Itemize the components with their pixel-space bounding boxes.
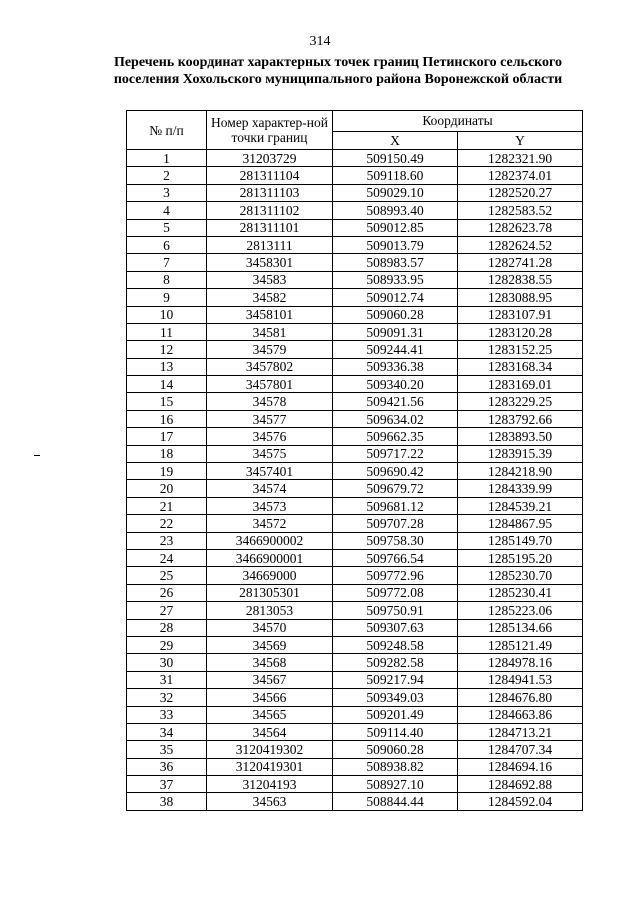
cell-x: 508993.40 [333, 202, 458, 219]
cell-y: 1282624.52 [458, 236, 583, 253]
cell-row-number: 37 [127, 776, 207, 793]
table-row [127, 602, 583, 619]
cell-row-number: 16 [127, 410, 207, 427]
cell-row-number: 6 [127, 236, 207, 253]
cell-y: 1284867.95 [458, 515, 583, 532]
cell-row-number: 18 [127, 445, 207, 462]
table-row [127, 306, 583, 323]
cell-point-number: 34578 [207, 393, 333, 410]
cell-y: 1282520.27 [458, 184, 583, 201]
cell-x: 509662.35 [333, 428, 458, 445]
cell-point-number: 3466900002 [207, 532, 333, 549]
table-row [127, 758, 583, 775]
table-row [127, 497, 583, 514]
header-row-number: № п/п [127, 111, 207, 150]
cell-y: 1285149.70 [458, 532, 583, 549]
cell-x: 509340.20 [333, 376, 458, 393]
cell-y: 1284663.86 [458, 706, 583, 723]
cell-y: 1282321.90 [458, 150, 583, 167]
cell-y: 1283168.34 [458, 358, 583, 375]
cell-row-number: 25 [127, 567, 207, 584]
cell-row-number: 5 [127, 219, 207, 236]
cell-point-number: 34566 [207, 689, 333, 706]
cell-y: 1284707.34 [458, 741, 583, 758]
cell-point-number: 2813053 [207, 602, 333, 619]
cell-row-number: 27 [127, 602, 207, 619]
cell-row-number: 3 [127, 184, 207, 201]
table-row [127, 671, 583, 688]
cell-row-number: 24 [127, 549, 207, 566]
cell-point-number: 34569 [207, 636, 333, 653]
cell-y: 1283915.39 [458, 445, 583, 462]
cell-x: 508927.10 [333, 776, 458, 793]
cell-point-number: 3120419302 [207, 741, 333, 758]
cell-point-number: 3458301 [207, 254, 333, 271]
margin-mark [34, 455, 40, 456]
cell-point-number: 34567 [207, 671, 333, 688]
cell-point-number: 3120419301 [207, 758, 333, 775]
cell-y: 1282583.52 [458, 202, 583, 219]
table-row [127, 619, 583, 636]
cell-point-number: 3458101 [207, 306, 333, 323]
table-row [127, 515, 583, 532]
table-row [127, 463, 583, 480]
table-row [127, 567, 583, 584]
cell-x: 509758.30 [333, 532, 458, 549]
cell-y: 1284592.04 [458, 793, 583, 810]
cell-x: 509690.42 [333, 463, 458, 480]
cell-point-number: 3466900001 [207, 549, 333, 566]
table-row [127, 358, 583, 375]
cell-x: 509150.49 [333, 150, 458, 167]
cell-row-number: 15 [127, 393, 207, 410]
cell-x: 509201.49 [333, 706, 458, 723]
cell-x: 509217.94 [333, 671, 458, 688]
table-row [127, 741, 583, 758]
cell-row-number: 20 [127, 480, 207, 497]
cell-x: 509013.79 [333, 236, 458, 253]
cell-y: 1283169.01 [458, 376, 583, 393]
cell-x: 509336.38 [333, 358, 458, 375]
table-body [127, 150, 583, 811]
cell-row-number: 14 [127, 376, 207, 393]
cell-y: 1282838.55 [458, 271, 583, 288]
cell-row-number: 26 [127, 584, 207, 601]
cell-row-number: 12 [127, 341, 207, 358]
cell-row-number: 32 [127, 689, 207, 706]
cell-point-number: 3457801 [207, 376, 333, 393]
cell-point-number: 34572 [207, 515, 333, 532]
cell-point-number: 34669000 [207, 567, 333, 584]
cell-point-number: 281311102 [207, 202, 333, 219]
cell-x: 509118.60 [333, 167, 458, 184]
cell-row-number: 28 [127, 619, 207, 636]
cell-row-number: 13 [127, 358, 207, 375]
cell-y: 1285121.49 [458, 636, 583, 653]
table-row [127, 219, 583, 236]
cell-x: 509114.40 [333, 723, 458, 740]
cell-x: 509091.31 [333, 323, 458, 340]
cell-point-number: 31203729 [207, 150, 333, 167]
table-row [127, 706, 583, 723]
cell-x: 509349.03 [333, 689, 458, 706]
cell-point-number: 3457802 [207, 358, 333, 375]
table-row [127, 480, 583, 497]
table-row [127, 184, 583, 201]
cell-y: 1283229.25 [458, 393, 583, 410]
cell-point-number: 34579 [207, 341, 333, 358]
table-row [127, 636, 583, 653]
cell-x: 509060.28 [333, 306, 458, 323]
table-row [127, 150, 583, 167]
cell-y: 1282741.28 [458, 254, 583, 271]
cell-y: 1284713.21 [458, 723, 583, 740]
document-title: Перечень координат характерных точек границ Петинского сельского поселения Хохольского муниципального района Воронежской области [113, 55, 563, 87]
cell-x: 509681.12 [333, 497, 458, 514]
cell-x: 509772.96 [333, 567, 458, 584]
table-row [127, 167, 583, 184]
cell-x: 509012.85 [333, 219, 458, 236]
table-row [127, 323, 583, 340]
cell-y: 1283088.95 [458, 289, 583, 306]
table-row [127, 393, 583, 410]
cell-row-number: 11 [127, 323, 207, 340]
cell-x: 509766.54 [333, 549, 458, 566]
cell-point-number: 2813111 [207, 236, 333, 253]
table-row [127, 776, 583, 793]
table-row [127, 532, 583, 549]
table-row [127, 341, 583, 358]
header-y: Y [458, 131, 583, 149]
table-row [127, 428, 583, 445]
cell-point-number: 34575 [207, 445, 333, 462]
cell-row-number: 30 [127, 654, 207, 671]
cell-row-number: 36 [127, 758, 207, 775]
cell-point-number: 34565 [207, 706, 333, 723]
cell-row-number: 38 [127, 793, 207, 810]
cell-point-number: 34563 [207, 793, 333, 810]
cell-y: 1282623.78 [458, 219, 583, 236]
cell-row-number: 34 [127, 723, 207, 740]
cell-row-number: 2 [127, 167, 207, 184]
cell-x: 509029.10 [333, 184, 458, 201]
cell-point-number: 34573 [207, 497, 333, 514]
coordinates-table [126, 110, 583, 811]
cell-x: 509634.02 [333, 410, 458, 427]
cell-point-number: 34576 [207, 428, 333, 445]
header-x: X [333, 131, 458, 149]
table-row [127, 254, 583, 271]
cell-point-number: 281305301 [207, 584, 333, 601]
cell-row-number: 7 [127, 254, 207, 271]
cell-y: 1283792.66 [458, 410, 583, 427]
table-row [127, 202, 583, 219]
cell-x: 509282.58 [333, 654, 458, 671]
cell-point-number: 34582 [207, 289, 333, 306]
cell-y: 1285134.66 [458, 619, 583, 636]
cell-y: 1283120.28 [458, 323, 583, 340]
cell-point-number: 34568 [207, 654, 333, 671]
table-row [127, 654, 583, 671]
cell-y: 1284676.80 [458, 689, 583, 706]
cell-point-number: 34570 [207, 619, 333, 636]
table-row [127, 689, 583, 706]
cell-point-number: 31204193 [207, 776, 333, 793]
table-row [127, 445, 583, 462]
cell-row-number: 17 [127, 428, 207, 445]
cell-y: 1284692.88 [458, 776, 583, 793]
table-row [127, 271, 583, 288]
cell-x: 509421.56 [333, 393, 458, 410]
cell-y: 1285195.20 [458, 549, 583, 566]
cell-row-number: 33 [127, 706, 207, 723]
cell-point-number: 34581 [207, 323, 333, 340]
cell-x: 509244.41 [333, 341, 458, 358]
cell-row-number: 23 [127, 532, 207, 549]
cell-row-number: 35 [127, 741, 207, 758]
cell-point-number: 34564 [207, 723, 333, 740]
cell-point-number: 34583 [207, 271, 333, 288]
table-header [127, 111, 583, 150]
cell-row-number: 21 [127, 497, 207, 514]
cell-x: 509750.91 [333, 602, 458, 619]
table-row [127, 376, 583, 393]
cell-row-number: 10 [127, 306, 207, 323]
cell-y: 1285230.41 [458, 584, 583, 601]
cell-y: 1283107.91 [458, 306, 583, 323]
cell-row-number: 8 [127, 271, 207, 288]
cell-x: 509307.63 [333, 619, 458, 636]
table-row [127, 236, 583, 253]
cell-x: 509679.72 [333, 480, 458, 497]
cell-x: 509060.28 [333, 741, 458, 758]
page-number: 314 [309, 34, 331, 49]
cell-y: 1285230.70 [458, 567, 583, 584]
cell-point-number: 34577 [207, 410, 333, 427]
table-row [127, 549, 583, 566]
cell-x: 509707.28 [333, 515, 458, 532]
cell-x: 508844.44 [333, 793, 458, 810]
cell-x: 509717.22 [333, 445, 458, 462]
cell-point-number: 3457401 [207, 463, 333, 480]
cell-y: 1283152.25 [458, 341, 583, 358]
cell-x: 509772.08 [333, 584, 458, 601]
cell-y: 1282374.01 [458, 167, 583, 184]
cell-row-number: 29 [127, 636, 207, 653]
cell-point-number: 281311104 [207, 167, 333, 184]
cell-row-number: 19 [127, 463, 207, 480]
cell-y: 1284978.16 [458, 654, 583, 671]
cell-row-number: 9 [127, 289, 207, 306]
table-row [127, 289, 583, 306]
cell-x: 508983.57 [333, 254, 458, 271]
cell-row-number: 22 [127, 515, 207, 532]
table-row [127, 793, 583, 810]
cell-row-number: 31 [127, 671, 207, 688]
cell-point-number: 281311103 [207, 184, 333, 201]
table-row [127, 723, 583, 740]
cell-y: 1283893.50 [458, 428, 583, 445]
header-point-number: Номер характер-ной точки границ [207, 111, 333, 150]
header-coordinates: Координаты [333, 111, 583, 132]
cell-x: 508933.95 [333, 271, 458, 288]
cell-y: 1285223.06 [458, 602, 583, 619]
cell-point-number: 34574 [207, 480, 333, 497]
cell-x: 509248.58 [333, 636, 458, 653]
table-row [127, 410, 583, 427]
cell-x: 508938.82 [333, 758, 458, 775]
cell-y: 1284694.16 [458, 758, 583, 775]
cell-y: 1284539.21 [458, 497, 583, 514]
cell-y: 1284339.99 [458, 480, 583, 497]
table-row [127, 584, 583, 601]
cell-y: 1284218.90 [458, 463, 583, 480]
cell-point-number: 281311101 [207, 219, 333, 236]
cell-y: 1284941.53 [458, 671, 583, 688]
cell-row-number: 4 [127, 202, 207, 219]
cell-x: 509012.74 [333, 289, 458, 306]
cell-row-number: 1 [127, 150, 207, 167]
